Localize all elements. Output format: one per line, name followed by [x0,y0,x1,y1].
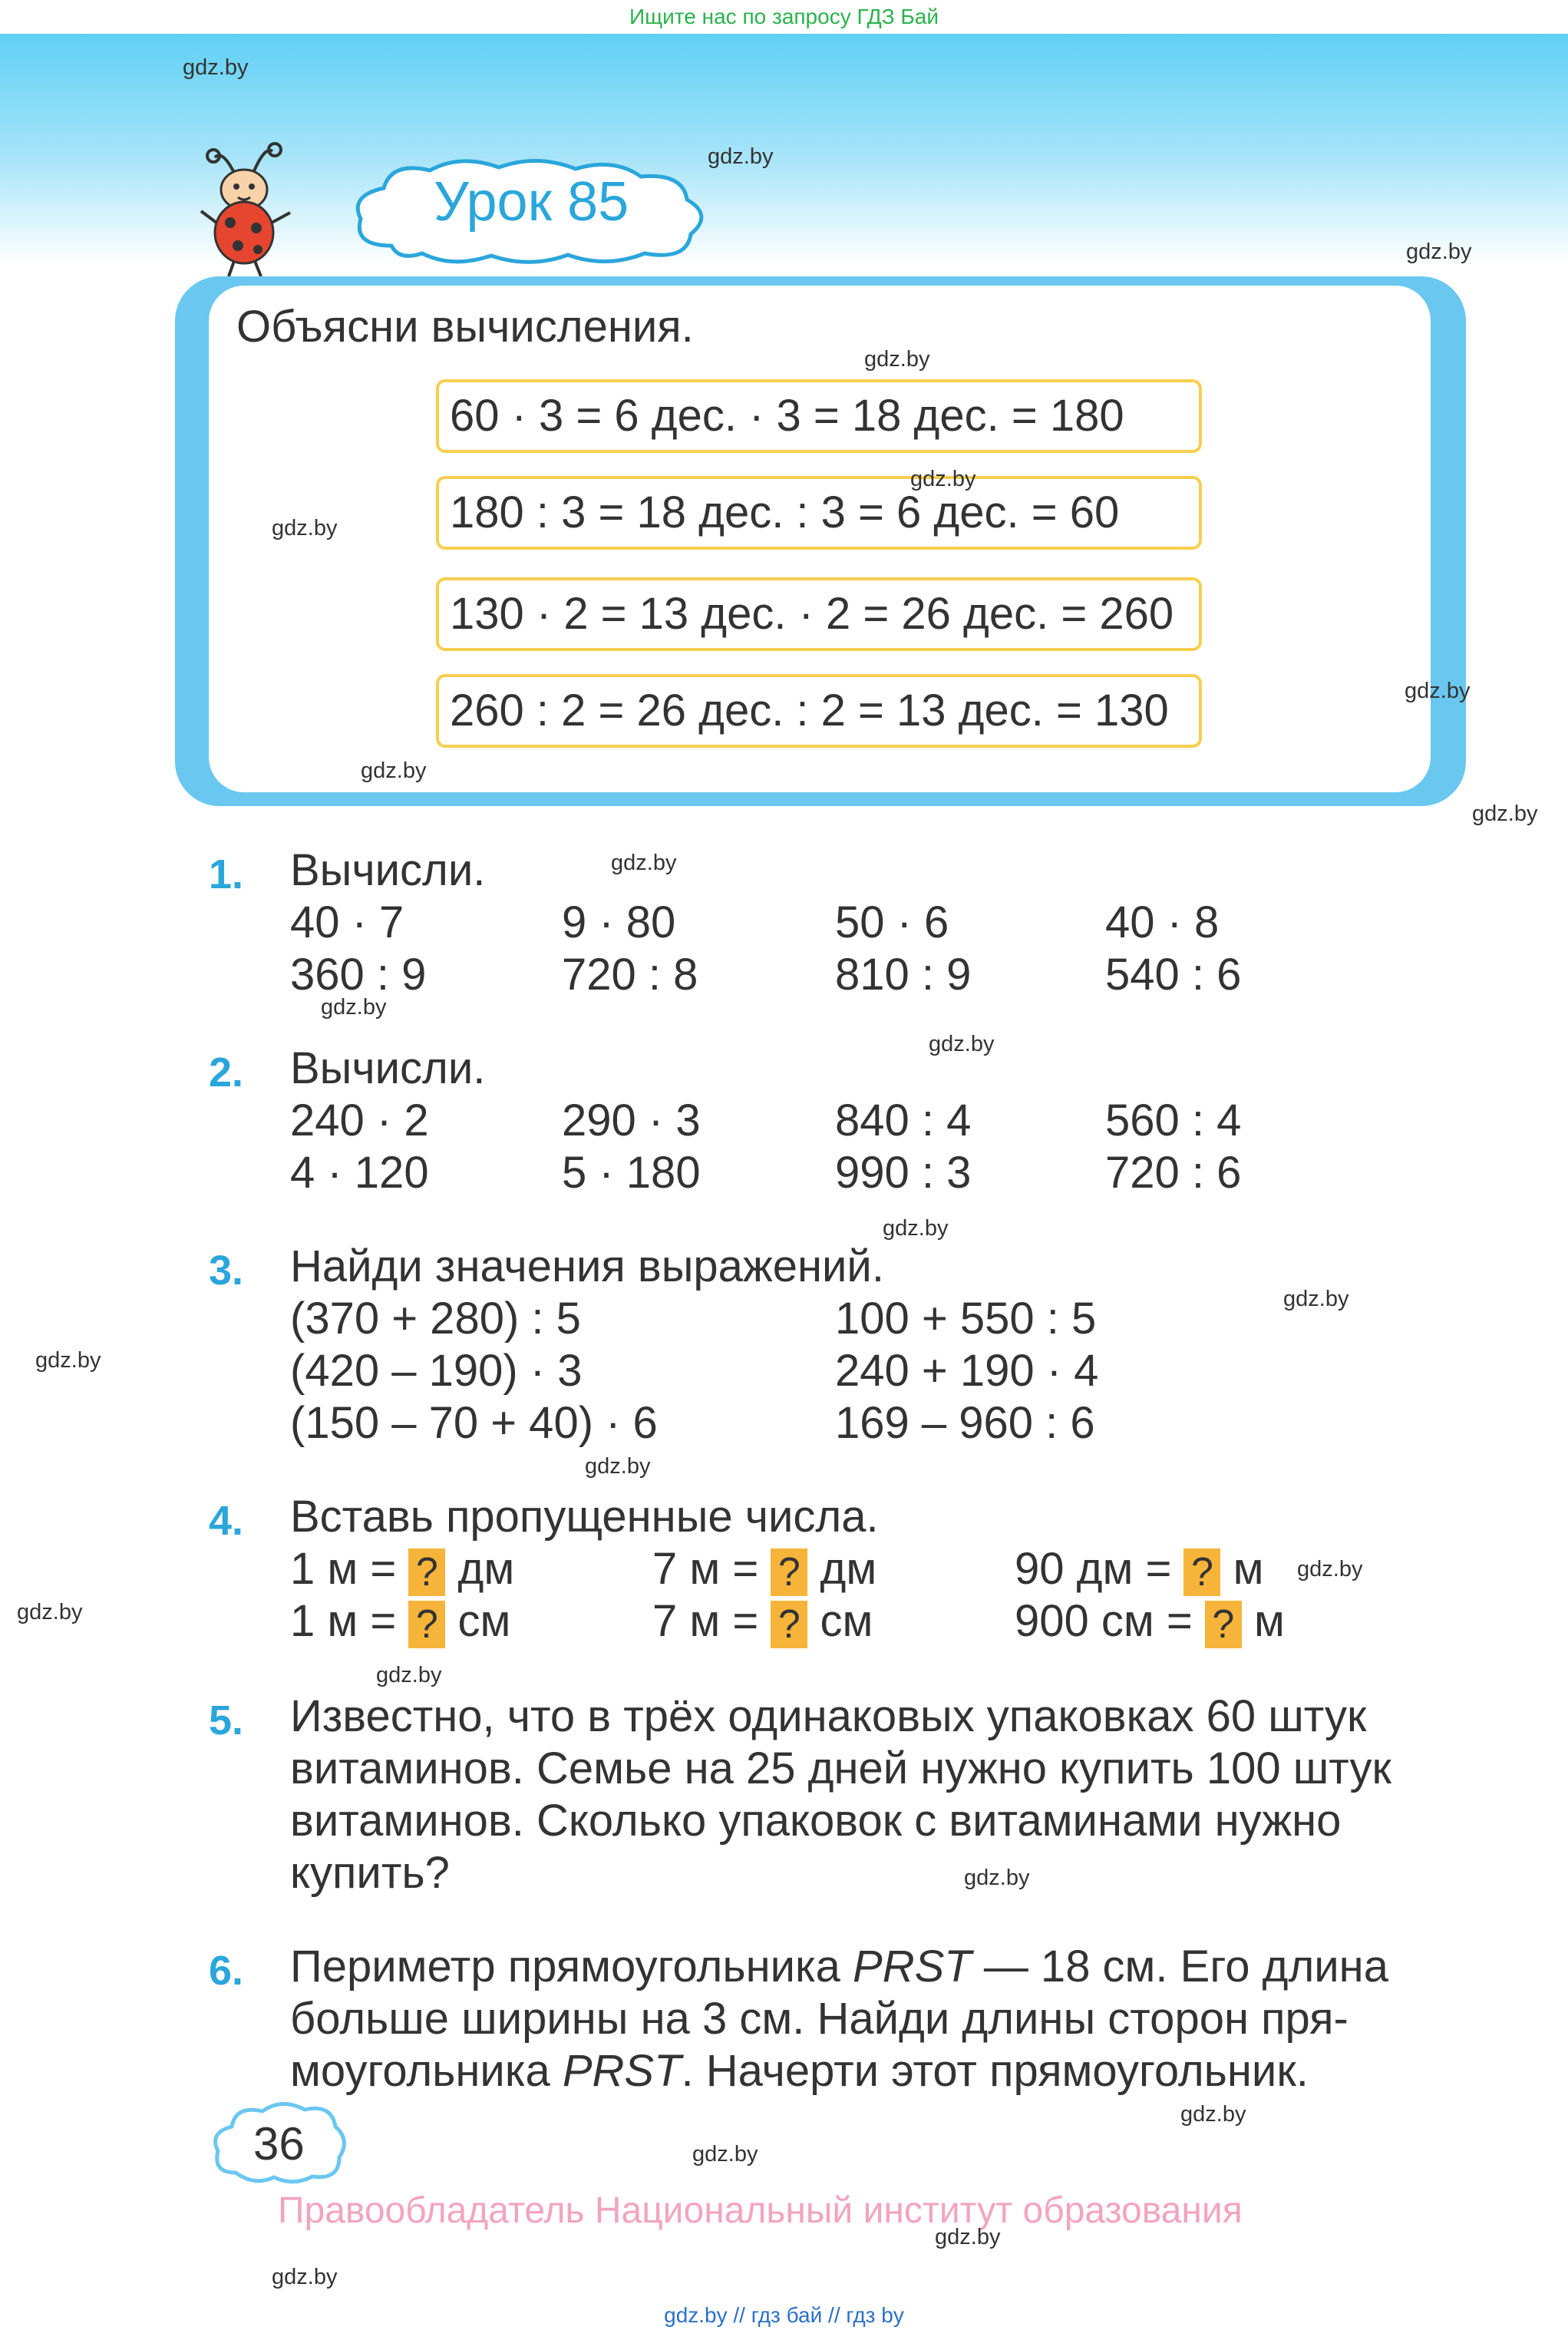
rectangle-name: PRST [853,1942,972,1991]
expression: 810 : 9 [835,950,972,1000]
missing-number-box[interactable]: ? [1183,1548,1220,1596]
expression: 990 : 3 [835,1148,972,1198]
fill-blank-left: 1 м = [290,1596,397,1646]
fill-blank-unit: м [1254,1596,1285,1646]
watermark: gdz.by [864,347,930,372]
rectangle-name: PRST [562,2046,682,2096]
footer-links[interactable]: gdz.by // гдз бай // гдз by [664,2303,904,2327]
text-part: Периметр прямоугольника [290,1942,853,1991]
calc-line-1: 60 · 3 = 6 дес. · 3 = 18 дес. = 180 [436,379,1202,453]
fill-blank [652,1595,873,1648]
watermark: gdz.by [1405,679,1471,703]
task-number: 4. [209,1498,244,1544]
fill-blank [1015,1543,1263,1596]
watermark: gdz.by [692,2142,758,2166]
watermark: gdz.by [272,2265,338,2289]
expression: (150 – 70 + 40) · 6 [290,1398,658,1448]
fill-blank-left: 90 дм = [1015,1544,1172,1594]
fill-blank-left: 1 м = [290,1544,397,1594]
text-part: — 18 см. Его длина [971,1942,1388,1991]
expression: 4 · 120 [290,1148,429,1198]
text-part: моугольника [290,2046,563,2096]
text-part: . Начерти этот прямоугольник. [681,2046,1309,2096]
expression: 720 : 6 [1105,1148,1242,1198]
expression: 100 + 550 : 5 [835,1294,1097,1344]
expression: 290 · 3 [562,1096,701,1145]
fill-blank-left: 7 м = [652,1544,759,1594]
expression: 840 : 4 [835,1096,972,1145]
word-problem-line: витаминов. Сколько упаковок с витаминами нужно [290,1796,1342,1846]
task-title: Вычисли. [290,1043,486,1093]
task-title: Найди значения выражений. [290,1241,884,1291]
fill-blank [290,1543,514,1596]
task-title: Вычисли. [290,845,486,895]
page-number: 36 [253,2118,305,2170]
expression: 40 · 8 [1105,897,1220,947]
word-problem-line [290,2045,1309,2097]
expression: 40 · 7 [290,897,404,947]
watermark: gdz.by [929,1032,995,1056]
watermark: gdz.by [361,759,427,783]
task-title: Вставь пропущенные числа. [290,1492,879,1542]
missing-number-box[interactable]: ? [408,1548,445,1596]
fill-blank-unit: дм [457,1544,515,1594]
expression: (420 – 190) · 3 [290,1346,583,1396]
fill-blank-left: 900 см = [1015,1596,1193,1646]
search-banner[interactable]: Ищите нас по запросу ГДЗ Бай [0,0,1568,34]
watermark: gdz.by [1297,1557,1363,1581]
fill-blank [1015,1595,1285,1648]
word-problem-line: витаминов. Семье на 25 дней нужно купить 100 штук [290,1743,1391,1793]
calc-line-4: 260 : 2 = 26 дес. : 2 = 13 дес. = 130 [436,674,1202,748]
watermark: gdz.by [17,1600,83,1624]
watermark: gdz.by [910,467,976,491]
fill-blank [290,1595,510,1648]
expression: 50 · 6 [835,897,949,947]
task-number: 3. [209,1248,244,1294]
calc-line-3: 130 · 2 = 13 дес. · 2 = 26 дес. = 260 [436,577,1202,651]
watermark: gdz.by [1180,2102,1246,2127]
expression: 360 : 9 [290,950,427,1000]
fill-blank-unit: см [820,1596,873,1646]
expression: (370 + 280) : 5 [290,1294,581,1344]
expression: 560 : 4 [1105,1096,1242,1145]
watermark: gdz.by [1406,240,1472,264]
word-problem-line: больше ширины на 3 см. Найди длины сторон пря- [290,1994,1348,2044]
missing-number-box[interactable]: ? [771,1548,807,1596]
watermark: gdz.by [1283,1287,1349,1311]
watermark: gdz.by [321,995,387,1020]
fill-blank-unit: см [457,1596,511,1646]
watermark: gdz.by [708,144,774,169]
expression: 240 · 2 [290,1096,429,1145]
fill-blank [652,1543,876,1596]
copyright: Правообладатель Национальный институт образования [278,2190,1243,2231]
word-problem-line: купить? [290,1848,450,1898]
fill-blank-unit: дм [820,1544,877,1594]
lesson-title: Урок 85 [434,171,629,233]
watermark: gdz.by [1472,801,1538,826]
expression: 720 : 8 [562,950,698,1000]
missing-number-box[interactable]: ? [771,1601,807,1648]
explain-heading: Объясни вычисления. [236,302,694,352]
ladybug-mascot-icon [192,142,299,280]
calc-line-2: 180 : 3 = 18 дес. : 3 = 6 дес. = 60 [436,476,1202,550]
watermark: gdz.by [935,2225,1001,2249]
word-problem-line: Известно, что в трёх одинаковых упаковках 60 штук [290,1691,1367,1741]
fill-blank-left: 7 м = [652,1596,759,1646]
expression: 169 – 960 : 6 [835,1398,1095,1448]
expression: 540 : 6 [1105,950,1242,1000]
fill-blank-unit: м [1233,1544,1264,1594]
watermark: gdz.by [883,1216,949,1241]
task-number: 5. [209,1697,244,1743]
expression: 9 · 80 [562,897,676,947]
task-number: 6. [209,1948,244,1994]
watermark: gdz.by [376,1663,442,1687]
watermark: gdz.by [585,1454,651,1479]
task-number: 1. [209,851,244,897]
expression: 5 · 180 [562,1148,701,1198]
watermark: gdz.by [35,1348,101,1373]
watermark: gdz.by [183,55,249,80]
task-number: 2. [209,1049,244,1096]
missing-number-box[interactable]: ? [408,1601,445,1648]
word-problem-line [290,1941,1388,1992]
watermark: gdz.by [272,516,338,540]
missing-number-box[interactable]: ? [1205,1601,1242,1648]
watermark: gdz.by [964,1866,1030,1890]
expression: 240 + 190 · 4 [835,1346,1099,1396]
watermark: gdz.by [611,851,677,875]
